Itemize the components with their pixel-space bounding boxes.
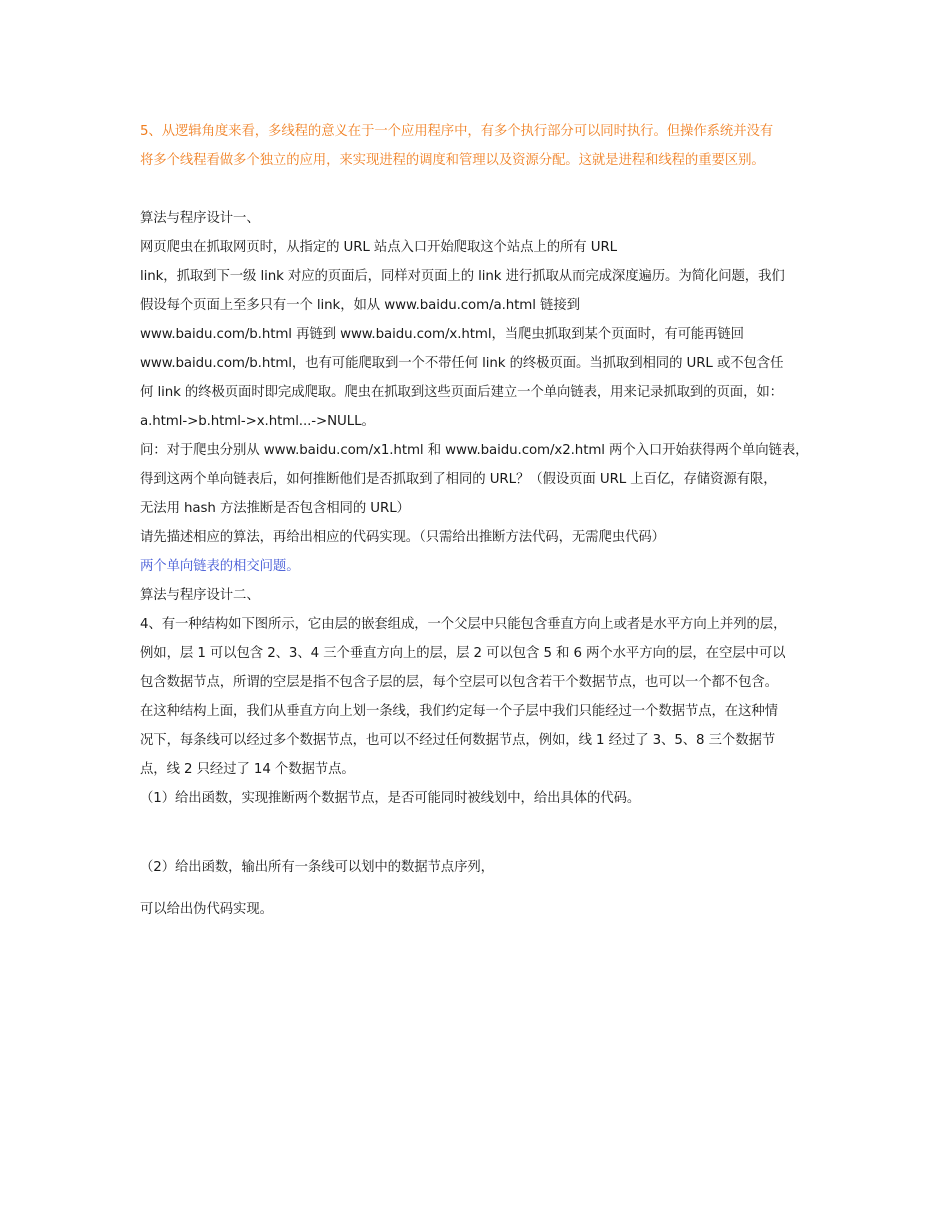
section5-line-2: 将多个线程看做多个独立的应用，来实现进程的调度和管理以及资源分配。这就是进程和线程的重要区别。 (140, 153, 765, 168)
problem2-question-2: （2）给出函数，输出所有一条线可以划中的数据节点序列， (140, 860, 494, 875)
problem1-heading: 算法与程序设计一、 (140, 211, 260, 226)
problem1-line: a.html->b.html->x.html...->NULL。 (140, 414, 375, 429)
problem1-answer: 两个单向链表的相交问题。 (140, 559, 300, 574)
problem1-line: 假设每个页面上至多只有一个 link，如从 www.baidu.com/a.html 链接到 (140, 298, 580, 313)
problem2-line: 例如，层 1 可以包含 2、3、4 三个垂直方向上的层，层 2 可以包含 5 和 6 两个水平方向的层，在空层中可以 (140, 646, 786, 661)
problem1-line: 问：对于爬虫分别从 www.baidu.com/x1.html 和 www.baidu.com/x2.html 两个入口开始获得两个单向链表， (140, 443, 809, 458)
problem1-line: 何 link 的终极页面时即完成爬取。爬虫在抓取到这些页面后建立一个单向链表，用来记录抓取到的页面，如： (140, 385, 783, 400)
problem1-line: www.baidu.com/b.html，也有可能爬取到一个不带任何 link 的终极页面。当抓取到相同的 URL 或不包含任 (140, 356, 784, 371)
problem2-line: 包含数据节点，所谓的空层是指不包含子层的层，每个空层可以包含若干个数据节点，也可以一个都不包含。 (140, 675, 778, 690)
problem1-line: www.baidu.com/b.html 再链到 www.baidu.com/x.html，当爬虫抓取到某个页面时，有可能再链回 (140, 327, 744, 342)
problem1-line: 网页爬虫在抓取网页时，从指定的 URL 站点入口开始爬取这个站点上的所有 URL (140, 240, 618, 255)
problem1-line: link，抓取到下一级 link 对应的页面后，同样对页面上的 link 进行抓取从而完成深度遍历。为简化问题，我们 (140, 269, 785, 284)
section5-line-1: 5、从逻辑角度来看，多线程的意义在于一个应用程序中，有多个执行部分可以同时执行。但操作系统并没有 (140, 124, 774, 139)
problem2-question-1: （1）给出函数，实现推断两个数据节点，是否可能同时被线划中，给出具体的代码。 (140, 791, 641, 806)
problem1-line: 无法用 hash 方法推断是否包含相同的 URL） (140, 501, 410, 516)
problem2-line: 在这种结构上面，我们从垂直方向上划一条线，我们约定每一个子层中我们只能经过一个数据节点，在这种情 (140, 704, 778, 719)
problem2-line: 点，线 2 只经过了 14 个数据节点。 (140, 762, 355, 777)
problem2-heading: 算法与程序设计二、 (140, 588, 260, 603)
problem2-line: 4、有一种结构如下图所示，它由层的嵌套组成，一个父层中只能包含垂直方向上或者是水平方向上并列的层， (140, 617, 787, 632)
problem1-line: 得到这两个单向链表后，如何推断他们是否抓取到了相同的 URL？（假设页面 URL 上百亿，存储资源有限， (140, 472, 777, 487)
problem2-line: 况下，每条线可以经过多个数据节点，也可以不经过任何数据节点，例如，线 1 经过了 3、5、8 三个数据节 (140, 733, 776, 748)
problem2-note: 可以给出伪代码实现。 (140, 902, 273, 917)
problem1-line: 请先描述相应的算法，再给出相应的代码实现。（只需给出推断方法代码，无需爬虫代码） (140, 530, 665, 545)
